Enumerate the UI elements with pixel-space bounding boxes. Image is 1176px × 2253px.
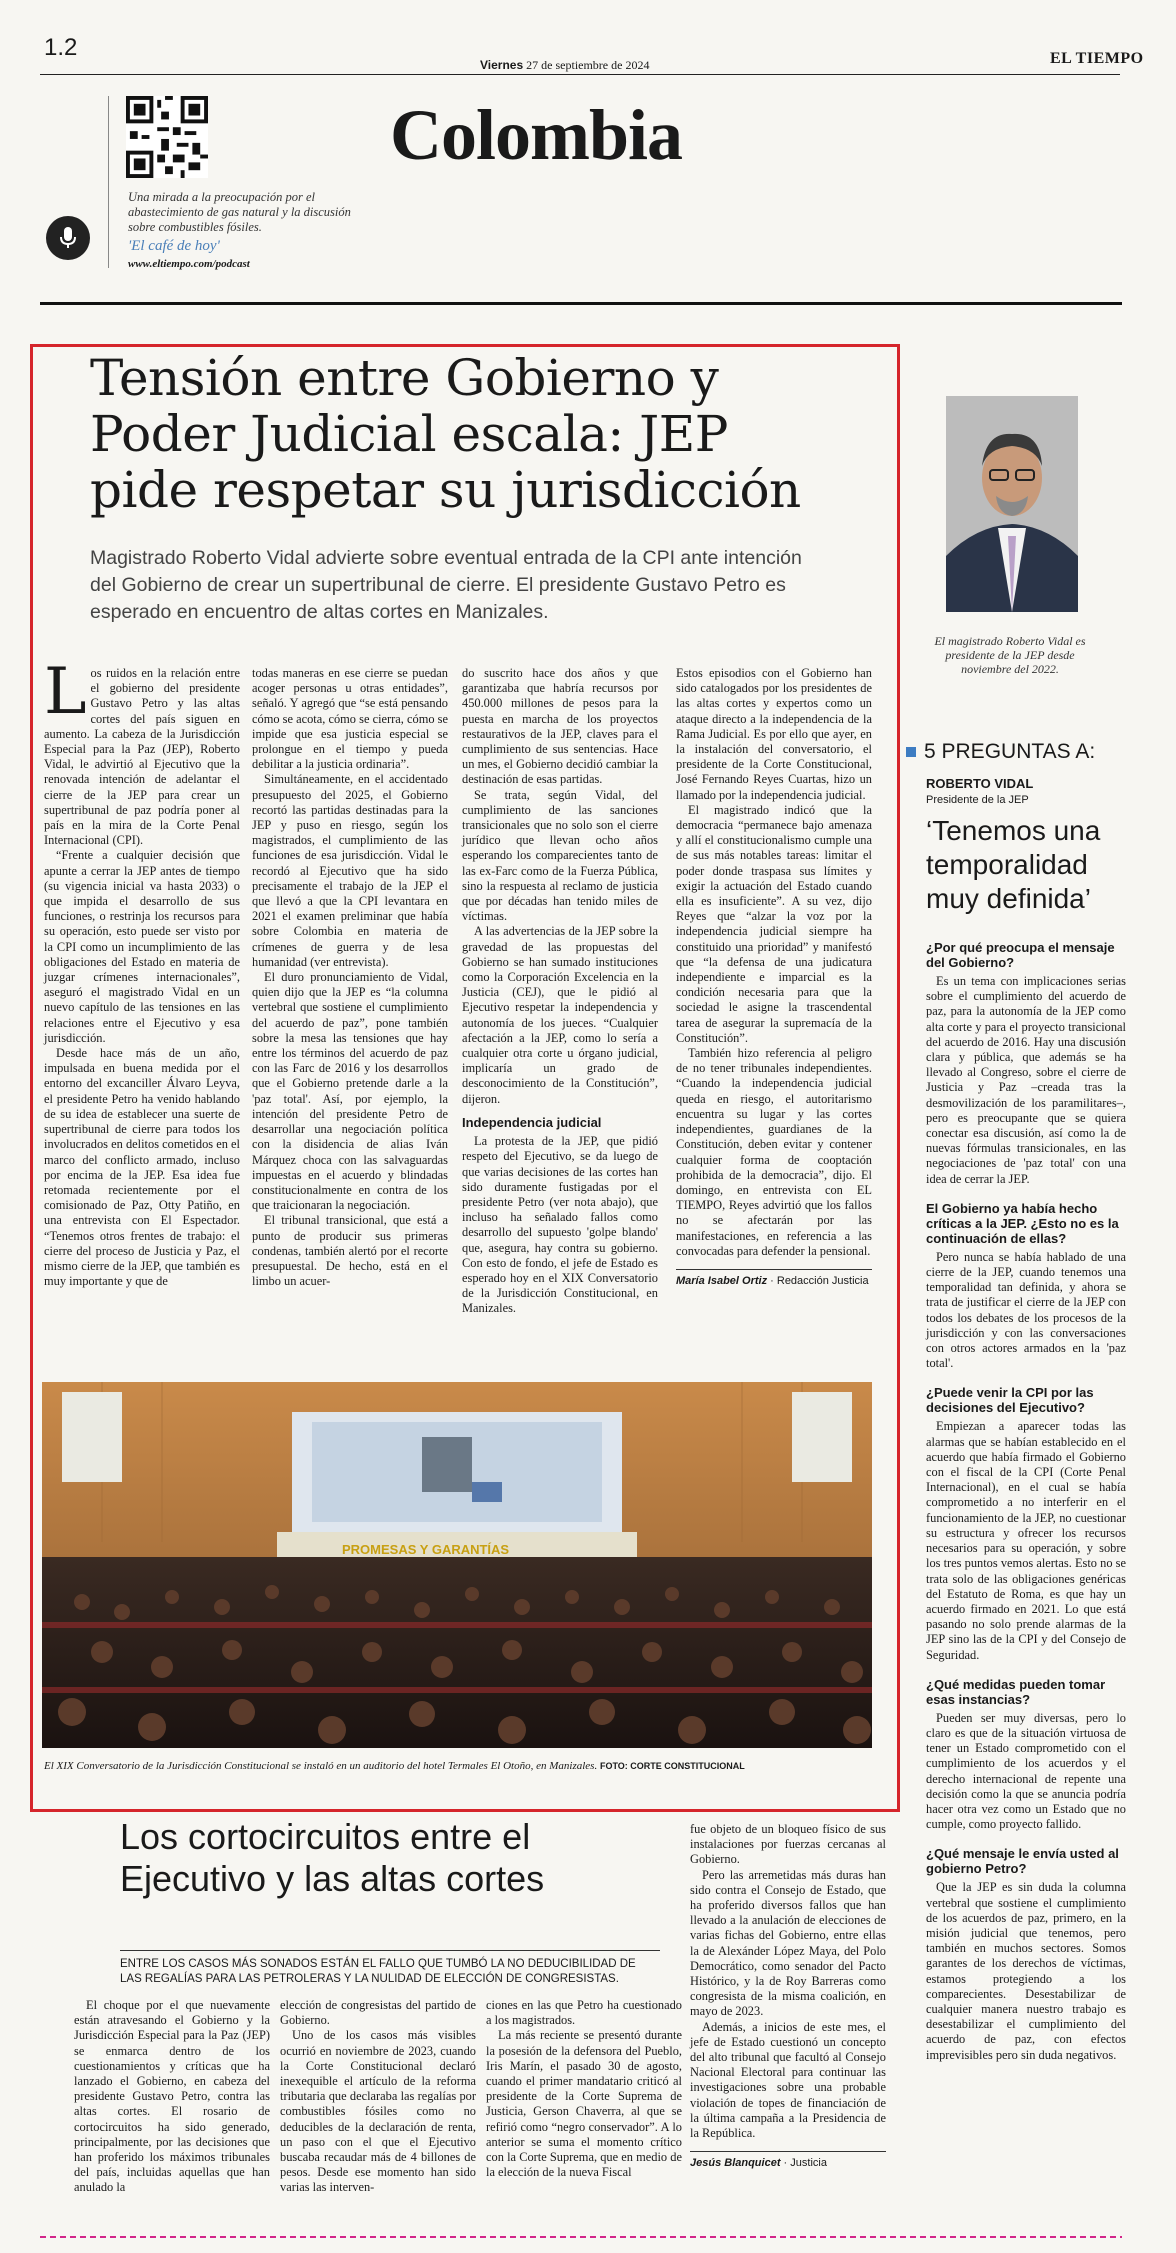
- pull-quote: ‘Tenemos una temporalidad muy definida’: [926, 815, 1101, 914]
- answer: Pero nunca se había hablado de una cierre de la JEP, cuando tenemos una temporalidad tan definida, y ahora se trata de justificar el cierre de la JEP con todos los debates de los procesos de la jurisdicción y con las conversaciones con otros actores armados en la 'paz total'.: [926, 1249, 1126, 1371]
- paragraph: El tribunal transicional, que está a punto de producir sus primeras condenas, también alertó por el recorte presupuestal. De hecho, está en el limbo un acuer-: [252, 1213, 448, 1289]
- podcast-description: Una mirada a la preocupación por el abastecimiento de gas natural y la discusión sobre combustibles fósiles.: [128, 190, 351, 234]
- paragraph: fue objeto de un bloqueo físico de sus instalaciones por fuerzas cercanas al Gobierno.: [690, 1822, 886, 1867]
- section-label-text: 5 PREGUNTAS A:: [924, 740, 1096, 763]
- article-column-3: [462, 666, 658, 1317]
- second-column-2: [280, 1998, 476, 2196]
- date-line: [480, 58, 649, 73]
- question: ¿Por qué preocupa el mensaje del Gobierno?: [926, 940, 1115, 970]
- answer: Es un tema con implicaciones serias sobre el cumplimiento del acuerdo de paz, para la autonomía de la JEP como alta corte y para el proyecto transicional del acuerdo de 2016. Hay una discusión clara y pública, que además se ha llevado al Congreso, sobre el cierre de Justicia y Paz –creada tras la desmovilización de los paramilitares–, pero es preocupante que se quiera conectar esa discusión, así como la de nuevas fórmulas transicionales, en las negociaciones de 'paz total' con una idea de cerrar la JEP.: [926, 974, 1126, 1186]
- paragraph: do suscrito hace dos años y que garantizaba que habría recursos por 450.000 millones de pesos para la puesta en marcha de los proyectos restaurativos de la JEP, claves para el cumplimiento de sus sentencias. Hace un mes, el Gobierno decidió cambiar la destinación de esas partidas.: [462, 666, 658, 787]
- article-column-1: [44, 655, 240, 1289]
- paragraph: ciones en las que Petro ha cuestionado a los magistrados.: [486, 1998, 682, 2028]
- paragraph: A las advertencias de la JEP sobre la gravedad de las propuestas del Gobierno se han sumado instituciones como la Corporación Excelencia en la Justicia (CEJ), que le pidió al Ejecutivo respetar la independencia y autonomía de los jueces. “Cualquier afectación a la JEP, como lo sería a cualquier otra corte u órgano judicial, implicaría un grado de desconocimiento de la Constitución”, dijeron.: [462, 924, 658, 1106]
- byline-name: Jesús Blanquicet: [690, 2157, 781, 2170]
- paragraph: elección de congresistas del partido de Gobierno.: [280, 1998, 476, 2028]
- paragraph: El duro pronunciamiento de Vidal, quien dijo que la JEP es “la columna vertebral que sostiene el cumplimiento del acuerdo de paz”, pone también sobre la mesa las tensiones que hay entre los términos del acuerdo de paz con las Farc de 2016 y los desarrollos que el Gobierno pretende darle a la 'paz total'. Así, por ejemplo, la intención del presidente Petro de desarrollar una negociación política con la disidencia de alias Iván Márquez choca con las salvaguardas impuestas en el acuerdo y blindadas constitucionalmente en contra de los que traicionaran la negociación.: [252, 970, 448, 1213]
- bottom-dashed-rule: [40, 2236, 1122, 2238]
- portrait-photo: [946, 396, 1078, 612]
- drop-cap: L: [44, 655, 87, 729]
- byline: María Isabel Ortiz · Redacción Justicia: [676, 1269, 872, 1289]
- paragraph: El choque por el que nuevamente están atravesando el Gobierno y la Jurisdicción Especial para la Paz (JEP) se enmarca dentro de los cuestionamientos y críticas que ha lanzado el Gobierno, en cabeza del presidente Gustavo Petro, contra las altas cortes. El rosario de cortocircuitos ha sido generado, principalmente, por las decisiones que han proferido los máximos tribunales del país, incluidas aquellas que han anulado la: [74, 1998, 270, 2195]
- second-column-4: [690, 1822, 886, 2171]
- paper-name: EL TIEMPO: [1050, 50, 1144, 67]
- blue-square-icon: [906, 747, 916, 757]
- section-rule: [40, 302, 1122, 305]
- portrait-caption: El magistrado Roberto Vidal es presidente de la JEP desde noviembre del 2022.: [934, 634, 1086, 676]
- date-rest: 27 de septiembre de 2024: [526, 58, 650, 72]
- interviewee-role: Presidente de la JEP: [926, 794, 1029, 806]
- podcast-url[interactable]: www.eltiempo.com/podcast: [128, 258, 250, 270]
- paragraph: El magistrado indicó que la democracia “permanece bajo amenaza y allí el constitucionalismo cumple una de sus más notables tareas: limitar el poder donde traspasa sus límites y exigir la actuación del Estado cuando ella es insuficiente”. A su vez, dijo Reyes que “alzar la voz por la independencia judicial siempre ha constituido una prioridad” y manifestó que “la defensa de una judicatura independiente e imparcial es la condición necesaria para que la sociedad le asigne la trascendental tarea de asegurar la supremacía de la Constitución”.: [676, 802, 872, 1045]
- paragraph: También hizo referencia al peligro de no tener tribunales independientes. “Cuando la independencia judicial queda en riesgo, el autoritarismo encuentra su lugar y las cortes independientes, guardianes de la Constitución, deben evitar y contener cualquier forma de cooptación prohibida de la democracia”, dijo. El domingo, en entrevista con EL TIEMPO, Reyes advirtió que los fallos no se afectarán por las manifestaciones, en referencia a las convocadas para defender la pensional.: [676, 1046, 872, 1258]
- paragraph: Además, a inicios de este mes, el jefe de Estado cuestionó un concepto del alto tribunal que facultó al Consejo Nacional Electoral para continuar las investigaciones sobre una probable violación de topes de financiación de la última campaña a la Presidencia de la República.: [690, 2019, 886, 2141]
- interview-qa: [926, 940, 1126, 2063]
- second-deck: ENTRE LOS CASOS MÁS SONADOS ESTÁN EL FALLO QUE TUMBÓ LA NO DEDUCIBILIDAD DE LAS REGALÍAS PARA LAS PETROLERAS Y LA NULIDAD DE ELECCIÓN DE CONGRESISTAS.: [120, 1950, 660, 1987]
- answer: Empiezan a aparecer todas las alarmas que se habían establecido en el acuerdo que había firmado el Gobierno con el fiscal de la CPI (Corte Penal Internacional), en el cual se había comprometido a no interferir en el funcionamiento de la JEP, no cuestionar su estructura y ofrecer los recursos necesarios para su operación, y sobre los tres puntos vemos alertas. Esto no se trata solo de las obligaciones genéricas del Estatuto de Roma, es que hay un acuerdo firmado en 2021. Lo que está pasando no solo prende alarmas de la JEP sino las de la CPI y del Consejo de Seguridad.: [926, 1419, 1126, 1662]
- caption-text: El XIX Conversatorio de la Jurisdicción Constitucional se instaló en un auditorio del hotel Termales El Otoño, en Manizales.: [44, 1760, 598, 1772]
- date-day: Viernes: [480, 58, 524, 72]
- header-rule: [40, 74, 1120, 75]
- main-headline: Tensión entre Gobierno y Poder Judicial escala: JEP pide respetar su jurisdicción: [90, 349, 801, 519]
- paragraph: Estos episodios con el Gobierno han sido catalogados por los presidentes de las altas cortes y expertos como un ataque directo a la independencia de la Rama Judicial. Es por ello que ayer, en la instalación del conversatorio, el presidente de la Corte Constitucional, José Fernando Reyes Cuartas, hizo un llamado por la independencia judicial.: [676, 666, 872, 802]
- subheading: Independencia judicial: [462, 1114, 602, 1130]
- paragraph: Simultáneamente, en el accidentado presupuesto del 2025, el Gobierno recortó las partidas destinadas para la JEP y puso en riesgo, según los magistrados, el cumplimiento de las funciones de esa jurisdicción. Vidal le recordó al Ejecutivo que ha sido precisamente el trabajo de la JEP el que llevó a que la CPI levantara en 2021 el examen preliminar que había sobre Colombia en materia de crímenes de guerra y de lesa humanidad (ver entrevista).: [252, 772, 448, 969]
- paragraph: todas maneras en ese cierre se puedan acoger personas u otras entidades”, señaló. Y agregó que “se está pensando cómo se acota, cómo se cierra, cómo se impide que esa justicia especial se prolongue en el tiempo y pueda debilitar a la justicia ordinaria”.: [252, 666, 448, 772]
- byline-desk: Justicia: [790, 2157, 827, 2170]
- second-headline: Los cortocircuitos entre el Ejecutivo y las altas cortes: [120, 1816, 545, 1899]
- paragraph: Uno de los casos más visibles ocurrió en noviembre de 2023, cuando la Corte Constitucional declaró inexequible el artículo de la reforma tributaria que declaraba las regalías por combustibles fósiles como no deducibles de la declaración de renta, un paso con el que el Ejecutivo buscaba recaudar más de 4 billones de pesos. Desde ese momento han sido varias las interven-: [280, 2028, 476, 2195]
- section-title: Colombia: [390, 95, 683, 175]
- byline: Jesús Blanquicet · Justicia: [690, 2151, 886, 2171]
- answer: Pueden ser muy diversas, pero lo claro es que de la situación virtuosa de tener un Estado comprometido con el cumplimiento de los acuerdos y el derecho internacional de repente una decisión como la que se anuncia podría hacer otra vez como un Estado que no cumple, como proyecto fallido.: [926, 1710, 1126, 1832]
- page-number: 1.2: [44, 34, 78, 61]
- paragraph: Desde hace más de un año, impulsada en buena medida por el entorno del excanciller Álvaro Leyva, el presidente Petro ha venido hablando de su idea de establecer una suerte de supertribunal de cierre para todos los involucrados en delitos cometidos en el marco del conflicto armado, incluso por encima de la JEP. Esa idea fue retomada recientemente por el comisionado de Paz, Otty Patiño, en una entrevista con El Espectador. “Tenemos otros frentes de trabajo: el cierre del proceso de Justicia y Paz, el mismo cierre de la JEP, que también es muy importante y que de: [44, 1046, 240, 1289]
- microphone-icon[interactable]: [46, 216, 90, 260]
- qr-code-icon[interactable]: [126, 96, 208, 178]
- photo-caption: [44, 1760, 874, 1772]
- podcast-rule: [108, 96, 109, 268]
- byline-name: María Isabel Ortiz: [676, 1274, 768, 1287]
- paragraph: Se trata, según Vidal, del cumplimiento de las sanciones transicionales que no solo son el cierre jurídico que llevan ocho años esperando los comparecientes tanto de las ex-Farc como de la Fuerza Pública, sino la respuesta al reclamo de justicia que por décadas han tenido miles de víctimas.: [462, 787, 658, 924]
- article-column-2: [252, 666, 448, 1289]
- question: ¿Puede venir la CPI por las decisiones del Ejecutivo?: [926, 1385, 1094, 1416]
- second-column-3: [486, 1998, 682, 2180]
- answer: Que la JEP es sin duda la columna vertebral que sostiene el cumplimiento de los acuerdos de paz, primero, en la misión judicial que tenemos, pero también en muchos sectores. Somos garantes de los derechos de víctimas, estamos protegiendo a los comparecientes. Desestabilizar de cualquier manera nuestro trabajo es desestabilizar el cumplimiento del acuerdo de paz, con efectos imprevisibles pero sin duda negativos.: [926, 1880, 1126, 2062]
- paragraph: os ruidos en la relación entre el gobierno del presidente Gustavo Petro y las altas cortes del país siguen en aumento. La cabeza de la Jurisdicción Especial para la Paz (JEP), Roberto Vidal, le advirtió al Ejecutivo que la renovada intención de adelantar el cierre de la JEP para crear un supertribunal de paz podría poner al país en la mira de la Corte Penal Internacional (CPI).: [44, 666, 240, 848]
- photo-banner-text: PROMESAS Y GARANTÍAS: [342, 1542, 510, 1557]
- article-column-4: [676, 666, 872, 1289]
- paragraph: La más reciente se presentó durante la posesión de la defensora del Pueblo, Iris Marín, el pasado 30 de agosto, cuando el primer mandatario criticó al presidente de la Corte Suprema de Justicia, Gerson Chaverra, al que se refirió como “negro conservador”. A lo anterior se suma el momento crítico con la Corte Suprema, que en medio de la elección de la nueva Fiscal: [486, 2028, 682, 2180]
- main-deck: Magistrado Roberto Vidal advierte sobre eventual entrada de la CPI ante intención del Gobierno de crear un supertribunal de cierre. El presidente Gustavo Petro es esperado en encuentro de altas cortes en Manizales.: [90, 547, 802, 623]
- second-column-1: [74, 1998, 270, 2196]
- byline-desk: Redacción Justicia: [776, 1274, 869, 1287]
- question: ¿Qué medidas pueden tomar esas instancias?: [926, 1676, 1106, 1707]
- paragraph: La protesta de la JEP, que pidió respeto del Ejecutivo, se da luego de que varias decisiones de las cortes han sido duramente fustigadas por el presidente Petro (ver nota abajo), que incluso ha señalado fallos como desarrollo del supuesto 'golpe blando' que, asegura, hay contra su gobierno. Con esto de fondo, el jefe de Estado es esperado hoy en el XIX Conversatorio de la Jurisdicción Constitucional, en Manizales.: [462, 1134, 658, 1316]
- auditorium-photo: [42, 1382, 872, 1748]
- photo-credit: FOTO: CORTE CONSTITUCIONAL: [599, 1761, 745, 1771]
- paragraph: “Frente a cualquier decisión que apunte a cerrar la JEP antes de tiempo (su vigencia inicial va hasta 2033) o que impida el desarrollo de sus funciones, o restrinja los recursos para su operación, esto puede ser visto por la CPI como un incumplimiento de las obligaciones del Estado en materia de juzgar crímenes internacionales”, aseguró el magistrado Vidal en un nuevo capítulo de las tensiones en las relaciones entre el Ejecutivo y esa jurisdicción.: [44, 848, 240, 1045]
- paragraph: Pero las arremetidas más duras han sido contra el Consejo de Estado, que ha proferido diversos fallos que han llevado a la anulación de elecciones de varias fichas del Gobierno, entre ellas la de Alexánder López Maya, del Polo Democrático, como senador del Pacto Histórico, y la de Roy Barreras como congresista de la misma coalición, en mayo de 2023.: [690, 1867, 886, 2019]
- section-label: [906, 740, 1095, 764]
- question: El Gobierno ya había hecho críticas a la JEP. ¿Esto no es la continuación de ellas?: [926, 1200, 1119, 1246]
- question: ¿Qué mensaje le envía usted al gobierno Petro?: [926, 1846, 1119, 1877]
- interviewee-name: ROBERTO VIDAL: [926, 776, 1034, 791]
- podcast-name[interactable]: 'El café de hoy': [128, 238, 220, 254]
